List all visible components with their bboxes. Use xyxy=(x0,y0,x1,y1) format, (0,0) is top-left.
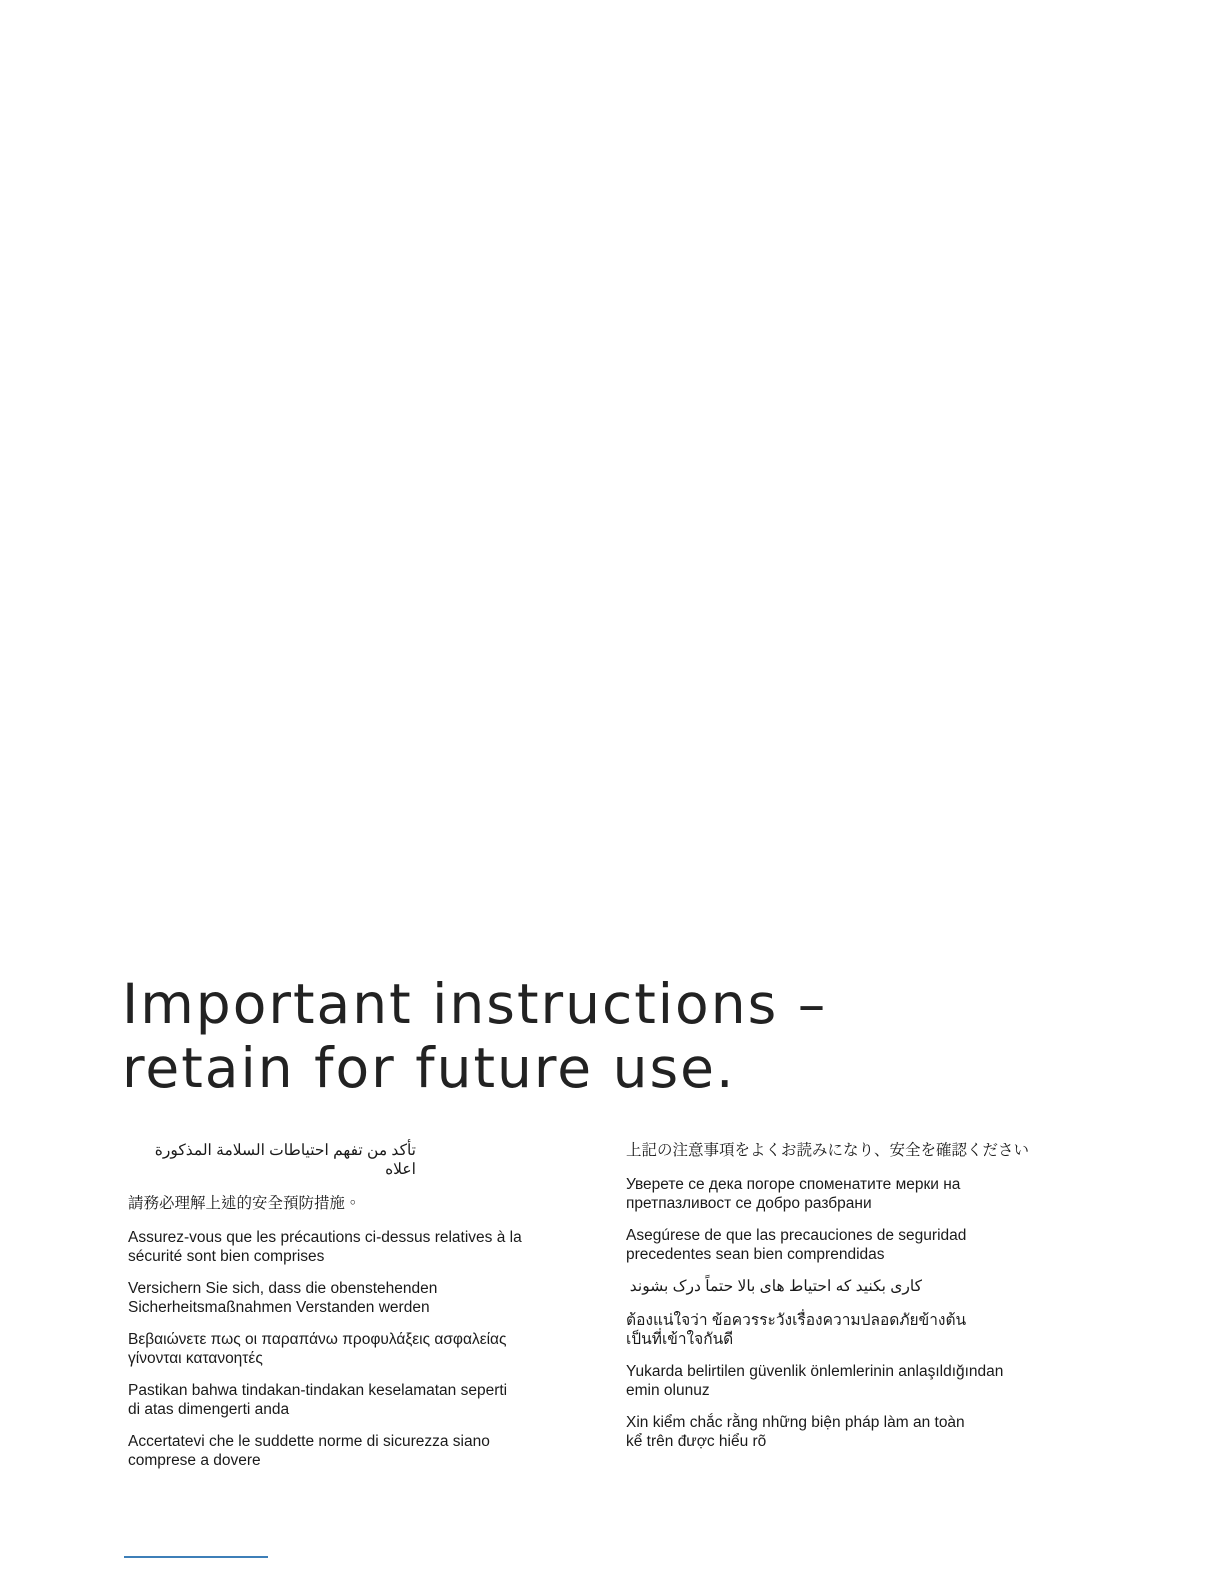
translation-vietnamese: Xin kiểm chắc rằng những biện pháp làm an toàn kể trên được hiểu rõ xyxy=(626,1414,965,1450)
translation-french: Assurez-vous que les précautions ci-dessus relatives à la sécurité sont bien comprises xyxy=(128,1229,522,1265)
translation-arabic: تأكد من تفهم احتياطات السلامة المذكورة اعلاه xyxy=(154,1142,416,1178)
footer-accent-rule xyxy=(124,1556,268,1558)
heading-line-1: Important instructions – xyxy=(122,972,828,1036)
translation-italian: Accertatevi che le suddette norme di sicurezza siano comprese a dovere xyxy=(128,1433,490,1469)
translation-chinese: 請務必理解上述的安全預防措施。 xyxy=(128,1195,361,1212)
translation-indonesian: Pastikan bahwa tindakan-tindakan keselamatan seperti di atas dimengerti anda xyxy=(128,1382,508,1418)
translation-greek: Βεβαιώνετε πως οι παραπάνω προφυλάξεις ασφαλείας γίνονται κατανοητές xyxy=(128,1331,507,1367)
translation-thai: ต้องแน่ใจว่า ข้อควรระวังเรื่องความปลอดภัยข้างต้น เป็นที่เข้าใจกันดี xyxy=(626,1312,967,1348)
heading-line-2: retain for future use. xyxy=(122,1036,736,1100)
translation-persian: کاری بکنید که احتیاط های بالا حتماً درک بشوند xyxy=(629,1278,922,1295)
translation-macedonian: Уверете се дека погоре споменатите мерки на претпазливост се добро разбрани xyxy=(626,1176,961,1212)
left-translation-column xyxy=(128,1141,573,1483)
translation-spanish: Asegúrese de que las precauciones de seguridad precedentes sean bien comprendidas xyxy=(626,1227,967,1263)
translation-turkish: Yukarda belirtilen güvenlik önlemlerinin anlaşıldığından emin olunuz xyxy=(626,1363,1004,1399)
translation-german: Versichern Sie sich, dass die obenstehenden Sicherheitsmaßnahmen Verstanden werden xyxy=(128,1280,438,1316)
page-heading xyxy=(122,972,1022,1100)
translation-japanese: 上記の注意事項をよくお読みになり、安全を確認ください xyxy=(626,1142,1030,1159)
right-translation-column xyxy=(626,1141,1066,1464)
